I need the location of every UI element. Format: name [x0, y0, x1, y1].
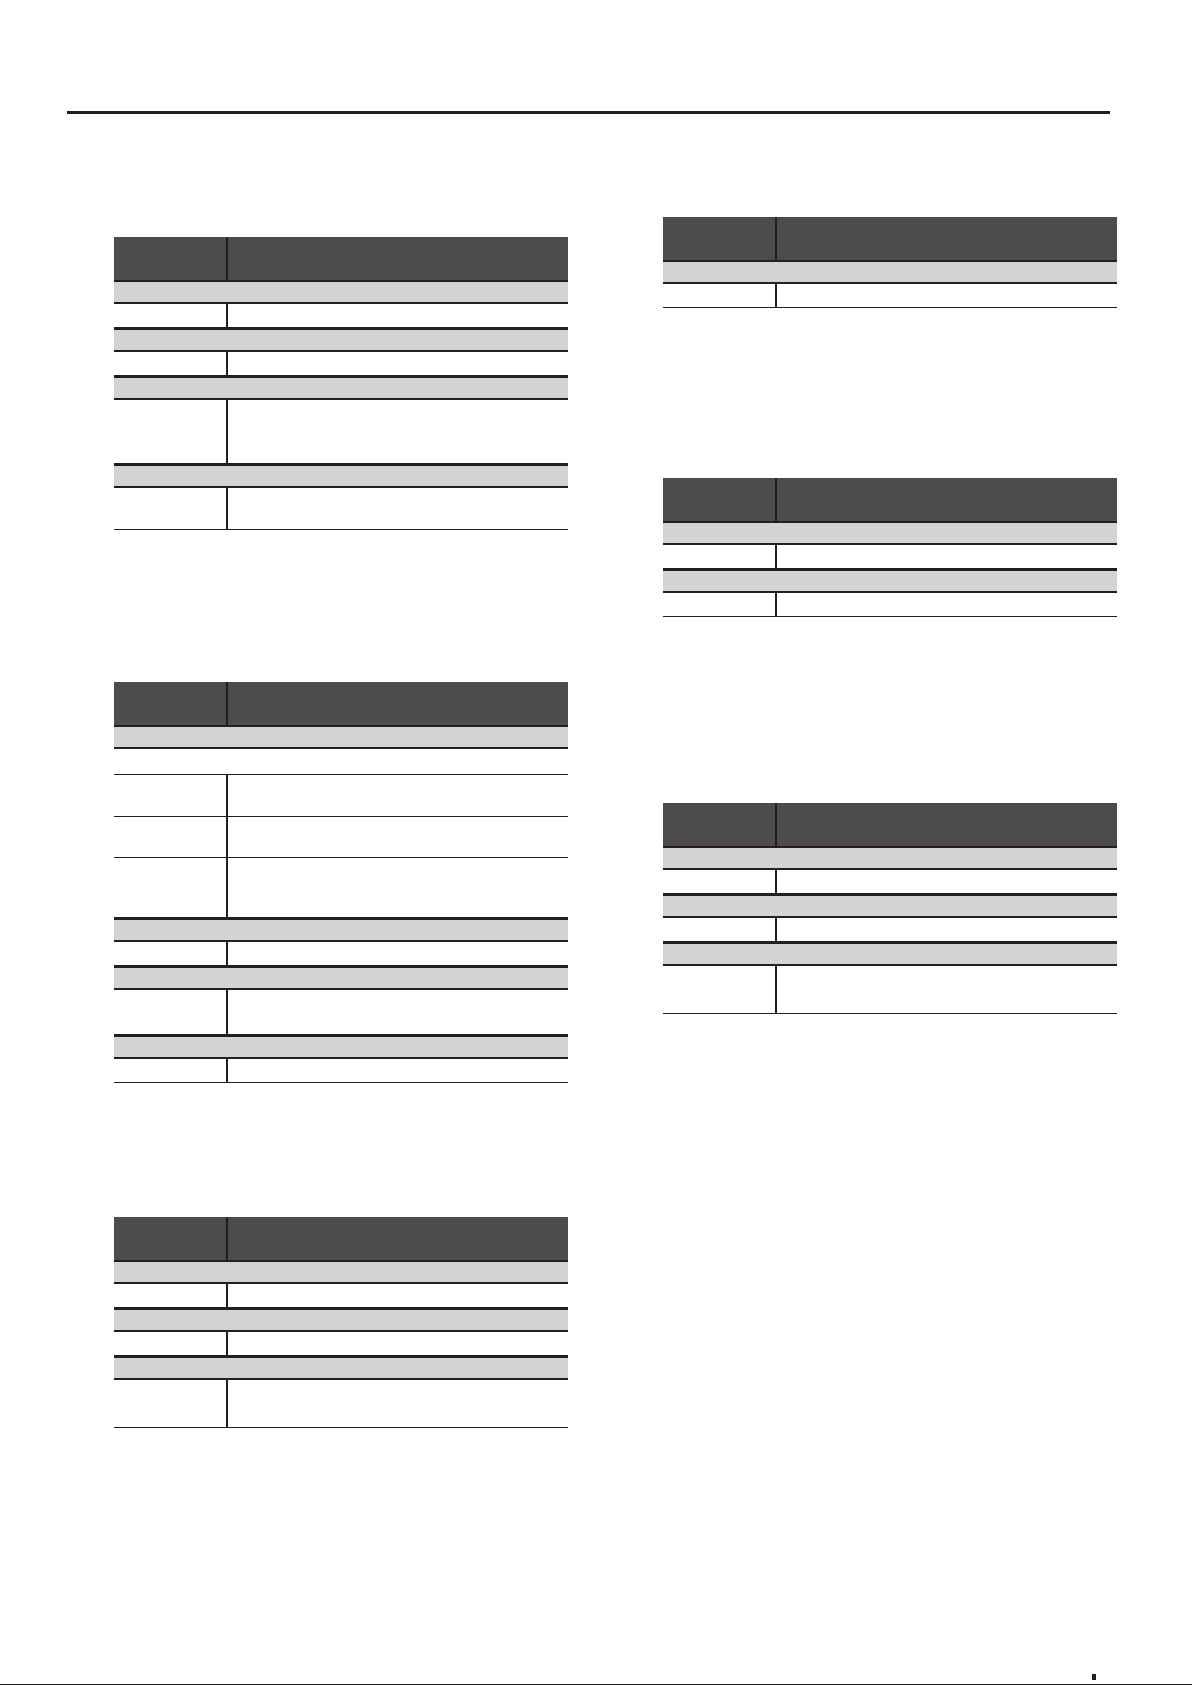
table-row [114, 775, 568, 817]
table-cell [114, 942, 228, 965]
table-row [114, 990, 568, 1035]
header-cell-parameter [663, 478, 777, 521]
table-cell [114, 352, 228, 375]
table-cell [777, 284, 1117, 307]
table-header [114, 1217, 568, 1260]
table-cell [663, 284, 777, 307]
header-cell-parameter [663, 803, 777, 846]
table-cell [114, 817, 228, 857]
table-cell [777, 918, 1117, 941]
group-row [663, 894, 1117, 918]
table-header [663, 217, 1117, 260]
group-row [114, 280, 568, 304]
table-cell [114, 304, 228, 327]
table-cell [663, 966, 777, 1013]
table-cell [228, 1059, 568, 1082]
table-header [114, 682, 568, 725]
table-cell [114, 775, 228, 816]
group-row [663, 942, 1117, 966]
table-row [114, 749, 568, 775]
table-cell [228, 304, 568, 327]
table-cell [114, 749, 228, 774]
table-cell [114, 400, 228, 463]
table-row [114, 858, 568, 918]
table-left-2 [114, 682, 568, 1083]
table-right-3 [663, 803, 1117, 1014]
table-row [663, 545, 1117, 569]
header-cell-value [777, 478, 1117, 521]
header-cell-value [777, 217, 1117, 260]
table-header [663, 478, 1117, 521]
table-cell [777, 593, 1117, 616]
table-cell [777, 545, 1117, 568]
table-row [114, 1380, 568, 1428]
table-cell [228, 942, 568, 965]
table-cell [114, 990, 228, 1034]
table-cell [114, 1284, 228, 1307]
group-row [114, 464, 568, 488]
table-cell [114, 858, 228, 917]
table-row [114, 817, 568, 858]
header-cell-parameter [114, 1217, 228, 1260]
group-row [114, 966, 568, 990]
group-row [114, 1035, 568, 1059]
table-cell [663, 545, 777, 568]
group-row [114, 376, 568, 400]
group-row [663, 846, 1117, 870]
group-row [114, 328, 568, 352]
table-row [663, 918, 1117, 942]
group-row [114, 1260, 568, 1284]
table-cell [114, 1059, 228, 1082]
group-row [114, 918, 568, 942]
table-cell [777, 966, 1117, 1013]
table-cell [228, 1332, 568, 1355]
group-row [114, 1308, 568, 1332]
table-cell [228, 1284, 568, 1307]
table-cell [228, 749, 568, 774]
table-row [114, 488, 568, 530]
table-row [114, 942, 568, 966]
table-cell [228, 352, 568, 375]
table-cell [228, 775, 568, 816]
table-row [114, 400, 568, 464]
table-row [114, 1332, 568, 1356]
table-row [663, 593, 1117, 617]
table-row [663, 966, 1117, 1014]
table-cell [228, 400, 568, 463]
table-cell [228, 817, 568, 857]
header-cell-value [228, 1217, 568, 1260]
table-row [114, 1059, 568, 1083]
table-cell [228, 488, 568, 529]
table-cell [114, 1332, 228, 1355]
table-row [663, 284, 1117, 308]
table-cell [114, 488, 228, 529]
header-rule [67, 111, 1110, 114]
group-row [663, 521, 1117, 545]
table-header [663, 803, 1117, 846]
group-row [114, 725, 568, 749]
table-row [663, 870, 1117, 894]
group-row [114, 1356, 568, 1380]
table-cell [663, 593, 777, 616]
table-cell [777, 870, 1117, 893]
table-cell [228, 1380, 568, 1427]
corner-mark [1092, 1674, 1096, 1680]
table-header [114, 237, 568, 280]
table-left-1 [114, 237, 568, 530]
table-row [114, 1284, 568, 1308]
group-row [663, 569, 1117, 593]
table-cell [663, 870, 777, 893]
table-right-2 [663, 478, 1117, 617]
header-cell-value [228, 237, 568, 280]
table-left-3 [114, 1217, 568, 1428]
table-cell [663, 918, 777, 941]
table-right-1 [663, 217, 1117, 308]
header-cell-parameter [663, 217, 777, 260]
table-cell [228, 858, 568, 917]
header-cell-parameter [114, 682, 228, 725]
header-cell-parameter [114, 237, 228, 280]
table-row [114, 304, 568, 328]
table-cell [228, 990, 568, 1034]
header-cell-value [777, 803, 1117, 846]
table-row [114, 352, 568, 376]
header-cell-value [228, 682, 568, 725]
group-row [663, 260, 1117, 284]
table-cell [114, 1380, 228, 1427]
